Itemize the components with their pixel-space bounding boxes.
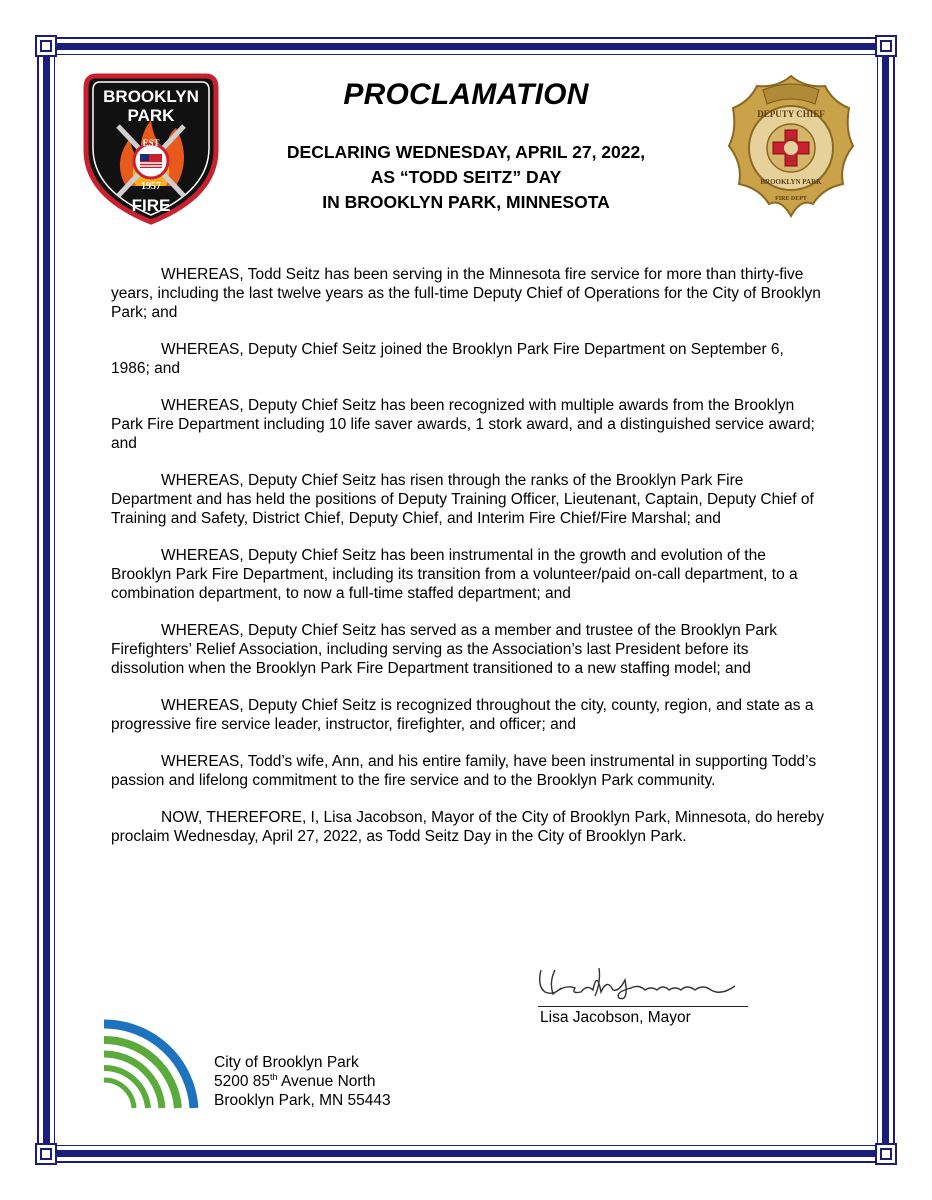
badge-est-text: EST: [786, 138, 796, 143]
logo-bottom-text: FIRE: [131, 196, 171, 215]
logo-top-text: BROOKLYN: [103, 87, 199, 106]
subtitle-line: AS “TODD SEITZ” DAY: [370, 167, 562, 187]
corner-ornament-icon: [875, 35, 897, 57]
address-line: Brooklyn Park, MN 55443: [214, 1092, 391, 1109]
corner-ornament-icon: [35, 1143, 57, 1165]
whereas-paragraph: WHEREAS, Deputy Chief Seitz has risen through the ranks of the Brooklyn Park Fire Department and has held the positions of Deputy Training Officer, Lieutenant, Captain, Deputy Chief of Training and Safety, District Chief, Deputy Chief, and Interim Fire Chief/Fire Marshal; and: [111, 472, 814, 527]
whereas-paragraph: WHEREAS, Todd’s wife, Ann, and his entire family, have been instrumental in supporting Todd’s passion and lifelong commitment to the fire service and to the Brooklyn Park community.: [111, 753, 817, 789]
address-street: Avenue North: [277, 1073, 376, 1090]
signature-line: [538, 1006, 748, 1007]
address-line: City of Brooklyn Park: [214, 1054, 359, 1071]
city-of-brooklyn-park-logo: [100, 1018, 200, 1110]
subtitle-line: IN BROOKLYN PARK, MINNESOTA: [322, 192, 610, 212]
mayor-signature: [535, 962, 750, 1002]
page-title: PROCLAMATION: [343, 78, 589, 111]
badge-bottom-text: BROOKLYN PARK: [760, 178, 822, 186]
logo-year-text: 1957: [141, 181, 161, 192]
corner-ornament-icon: [875, 1143, 897, 1165]
whereas-paragraph: WHEREAS, Todd Seitz has been serving in the Minnesota fire service for more than thirty-five years, including the last twelve years as the full-time Deputy Chief of Operations for the City of Brooklyn Park; and: [111, 266, 821, 321]
whereas-paragraph: WHEREAS, Deputy Chief Seitz is recognized throughout the city, county, region, and state as a progressive fire service leader, instructor, firefighter, and officer; and: [111, 697, 814, 733]
address-line: [214, 1072, 391, 1091]
address-ordinal: th: [270, 1071, 278, 1082]
logo-est-text: EST: [142, 138, 160, 148]
address-number: 5200 85: [214, 1073, 271, 1090]
corner-ornament-icon: [35, 35, 57, 57]
badge-top-text: DEPUTY CHIEF: [757, 109, 825, 119]
whereas-paragraph: WHEREAS, Deputy Chief Seitz has been instrumental in the growth and evolution of the Brooklyn Park Fire Department, including its transition from a volunteer/paid on-call department, to a combination department, to now a full-time staffed department; and: [111, 547, 798, 602]
whereas-paragraph: WHEREAS, Deputy Chief Seitz joined the Brooklyn Park Fire Department on September 6, 1986; and: [111, 341, 784, 377]
logo-middle-text: PARK: [127, 106, 175, 125]
proclamation-body: [111, 265, 826, 864]
whereas-paragraph: WHEREAS, Deputy Chief Seitz has been recognized with multiple awards from the Brooklyn Park Fire Department including 10 life saver awards, 1 stork award, and a distinguished service award; and: [111, 397, 815, 452]
proclamation-subtitle: [0, 140, 932, 215]
badge-year-text: 1957: [786, 159, 796, 164]
therefore-paragraph: NOW, THEREFORE, I, Lisa Jacobson, Mayor of the City of Brooklyn Park, Minnesota, do hereby proclaim Wednesday, April 27, 2022, as Todd Seitz Day in the City of Brooklyn Park.: [111, 809, 825, 845]
city-address: [214, 1053, 391, 1110]
whereas-paragraph: WHEREAS, Deputy Chief Seitz has served as a member and trustee of the Brooklyn Park Firefighters’ Relief Association, including serving as the Association’s last President before its dissolution when the Brooklyn Park Fire Department transitioned to a new staffing model; and: [111, 622, 777, 677]
subtitle-line: DECLARING WEDNESDAY, APRIL 27, 2022,: [286, 142, 646, 162]
badge-dept-text: FIRE DEPT: [775, 196, 807, 202]
signer-name: Lisa Jacobson, Mayor: [540, 1009, 691, 1026]
